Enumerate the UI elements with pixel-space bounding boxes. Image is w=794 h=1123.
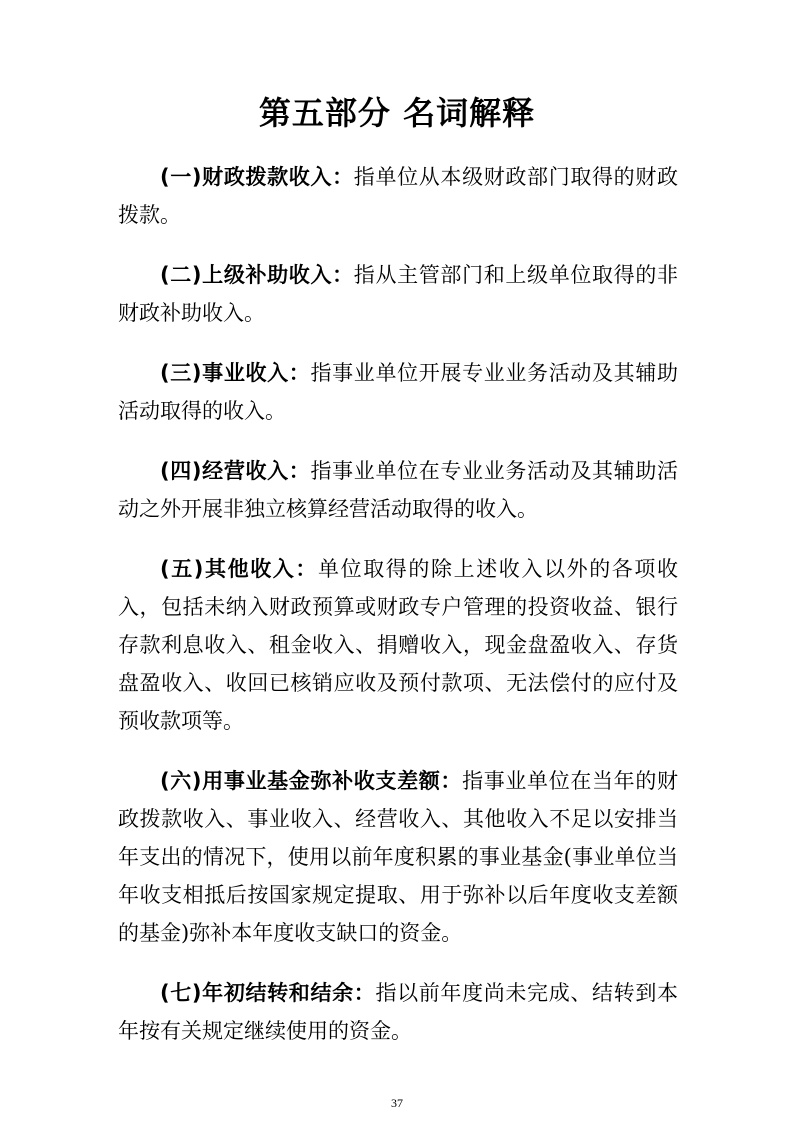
definition-term: (四)经营收入： [160,459,311,483]
definition-text: 单位取得的除上述收入以外的各项收入，包括未纳入财政预算或财政专户管理的投资收益、银行存款利息收入、租金收入、捐赠收入，现金盘盈收入、存货盘盈收入、收回已核销应收及预付款项、无法偿付的应付及预收款项等。 [118,557,678,733]
definition-term: (三)事业收入： [160,361,311,385]
definition-text: 指事业单位在当年的财政拨款收入、事业收入、经营收入、其他收入不足以安排当年支出的情况下，使用以前年度积累的事业基金(事业单位当年收支相抵后按国家规定提取、用于弥补以后年度收支差额的基金)弥补本年度收支缺口的资金。 [118,769,679,945]
definition-text: 指以前年度尚未完成、结转到本年按有关规定继续使用的资金。 [118,981,678,1043]
definition-entry [118,354,678,430]
page-title: 第五部分 名词解释 [258,94,536,132]
definition-term: (六)用事业基金弥补收支差额： [160,769,463,793]
definition-text: 指单位从本级财政部门取得的财政拨款。 [118,165,678,227]
definition-text: 指事业单位在专业业务活动及其辅助活动之外开展非独立核算经营活动取得的收入。 [118,459,678,521]
definition-entry [118,974,678,1050]
definition-entry [118,550,678,740]
definition-term: (五)其他收入： [160,557,318,581]
definition-term: (一)财政拨款收入： [160,165,354,189]
definition-term: (二)上级补助收入： [160,263,354,287]
definition-entry [118,762,678,952]
definition-term: (七)年初结转和结余： [160,981,376,1005]
definition-entry [118,158,678,234]
definition-entry [118,256,678,332]
definitions-list [118,158,678,1072]
definition-text: 指事业单位开展专业业务活动及其辅助活动取得的收入。 [118,361,678,423]
definition-entry [118,452,678,528]
definition-text: 指从主管部门和上级单位取得的非财政补助收入。 [118,263,678,325]
page-number: 37 [391,1096,403,1110]
